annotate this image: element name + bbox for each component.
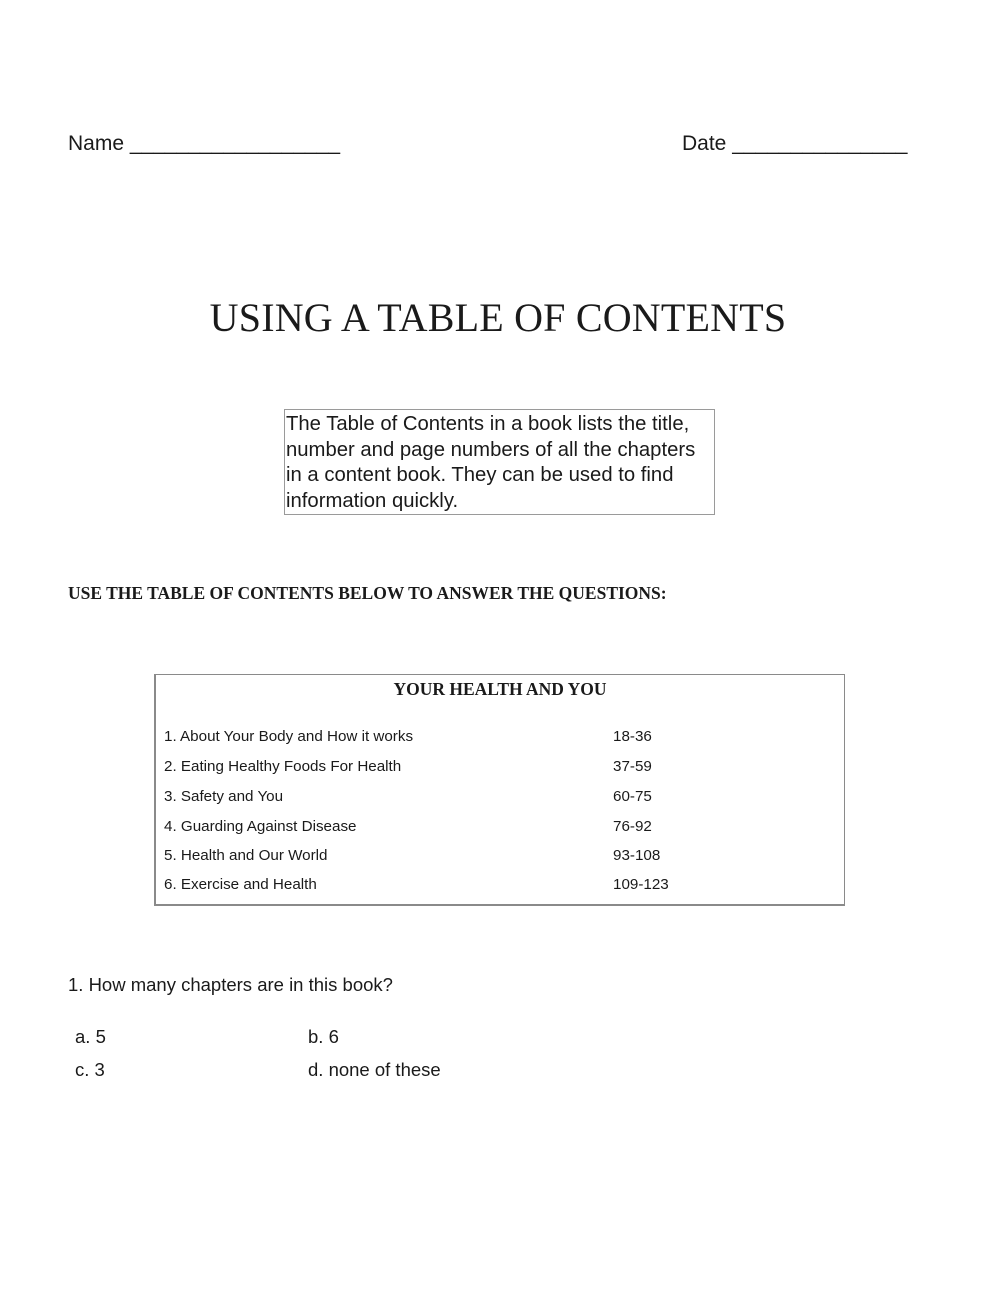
toc-pages: 76-92 [613, 818, 652, 835]
toc-chapter: 3. Safety and You [164, 788, 284, 805]
toc-pages: 18-36 [613, 728, 652, 745]
option-b[interactable]: b. 6 [308, 1026, 339, 1047]
option-a[interactable]: a. 5 [75, 1026, 106, 1047]
toc-chapter: 2. Eating Healthy Foods For Health [164, 758, 402, 775]
table-of-contents [154, 674, 845, 906]
toc-chapter: 1. About Your Body and How it works [164, 728, 414, 745]
toc-pages: 37-59 [613, 758, 652, 775]
toc-title: YOUR HEALTH AND YOU [393, 679, 607, 699]
name-field[interactable]: Name __________________ [68, 132, 341, 155]
toc-chapter: 6. Exercise and Health [164, 876, 317, 893]
question-1: 1. How many chapters are in this book? [68, 974, 393, 995]
toc-pages: 60-75 [613, 788, 652, 805]
date-field[interactable]: Date _______________ [682, 132, 908, 155]
instruction-heading: USE THE TABLE OF CONTENTS BELOW TO ANSWER THE QUESTIONS: [68, 583, 667, 603]
toc-chapter: 4. Guarding Against Disease [164, 818, 357, 835]
option-d[interactable]: d. none of these [308, 1059, 441, 1080]
page-title: USING A TABLE OF CONTENTS [209, 295, 787, 340]
toc-pages: 109-123 [613, 876, 669, 893]
intro-text: The Table of Contents in a book lists the title, number and page numbers of all the chapters in a content book. They can be used to find information quickly. [286, 413, 696, 512]
toc-chapter: 5. Health and Our World [164, 847, 328, 864]
intro-box [284, 409, 715, 515]
toc-pages: 93-108 [613, 847, 661, 864]
option-c[interactable]: c. 3 [75, 1059, 105, 1080]
